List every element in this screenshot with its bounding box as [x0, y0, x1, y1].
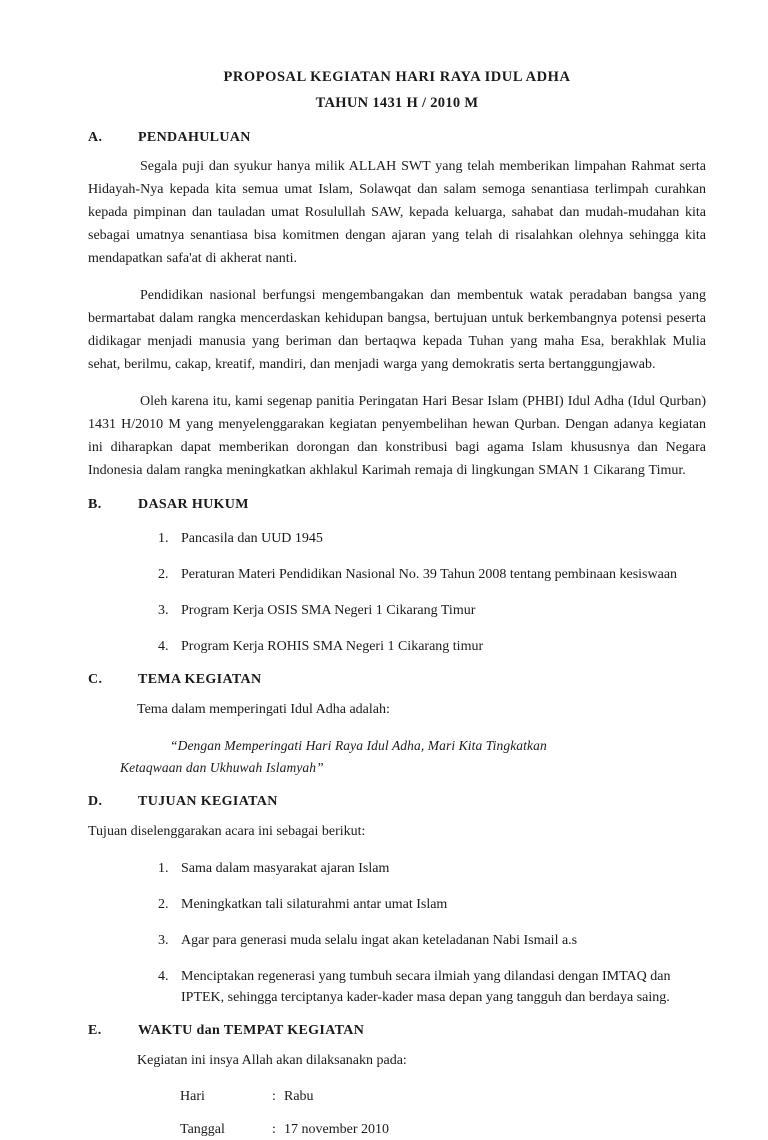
section-heading-d — [88, 794, 706, 810]
list-item-text: Peraturan Materi Pendidikan Nasional No. 39 Tahun 2008 tentang pembinaan kesiswaan — [181, 566, 678, 582]
detail-label: Tanggal — [180, 1121, 225, 1137]
section-letter-e: E. — [88, 1022, 102, 1038]
section-title-b: DASAR HUKUM — [138, 496, 249, 512]
list-item — [158, 636, 706, 657]
paragraph-e-intro: Kegiatan ini insya Allah akan dilaksanakn pada: — [137, 1052, 407, 1068]
list-item-number: 3. — [158, 602, 169, 618]
list-item — [158, 894, 706, 915]
section-letter-d: D. — [88, 793, 103, 809]
section-letter-c: C. — [88, 671, 103, 687]
section-heading-a — [88, 130, 706, 146]
section-heading-c — [88, 672, 706, 688]
list-item-text: Program Kerja OSIS SMA Negeri 1 Cikarang Timur — [181, 602, 476, 618]
paragraph-a1: Segala puji dan syukur hanya milik ALLAH SWT yang telah memberikan limpahan Rahmat serta Hidayah-Nya kepada kita semua umat Islam, Solawqat dan salam semoga senantiasa terlimpah curahkan kepada pimpinan dan tauladan umat Rosulullah SAW, kepada keluarga, sahabat dan mudah-mudahan kita sebagai umatnya senantiasa bisa komitmen dengan ajaran yang telah di risalahkan olehnya sehingga kita mendapatkan safa'at di akherat nanti. — [88, 158, 706, 266]
list-item-number: 4. — [158, 968, 169, 984]
list-item-number: 2. — [158, 896, 169, 912]
section-title-c: TEMA KEGIATAN — [138, 671, 262, 687]
section-heading-b — [88, 497, 706, 513]
section-title-e: WAKTU dan TEMPAT KEGIATAN — [138, 1022, 365, 1038]
list-item-number: 1. — [158, 530, 169, 546]
list-item-text: Pancasila dan UUD 1945 — [181, 530, 323, 546]
section-title-d: TUJUAN KEGIATAN — [138, 793, 278, 809]
list-item-text: Agar para generasi muda selalu ingat akan keteladanan Nabi Ismail a.s — [181, 932, 578, 948]
page-title: PROPOSAL KEGIATAN HARI RAYA IDUL ADHA — [223, 69, 571, 85]
waktu-detail-list — [180, 1086, 706, 1140]
detail-label: Hari — [180, 1088, 205, 1104]
list-dasar-hukum — [88, 528, 706, 657]
list-item-text: Sama dalam masyarakat ajaran Islam — [181, 860, 390, 876]
section-title-a: PENDAHULUAN — [138, 129, 251, 145]
paragraph-a3: Oleh karena itu, kami segenap panitia Peringatan Hari Besar Islam (PHBI) Idul Adha (Idul Qurban) 1431 H/2010 M yang menyelenggarakan kegiatan penyembelihan hewan Qurban. Dengan adanya kegiatan ini diharapkan dapat memberikan dorongan dan konstribusi bagi agama Islam khususnya dan Negara Indonesia dalam rangka meningkatkan akhlakul Karimah remaja di lingkungan SMAN 1 Cikarang Timur. — [88, 393, 706, 478]
paragraph-c-intro: Tema dalam memperingati Idul Adha adalah: — [137, 701, 390, 717]
section-heading-e — [88, 1023, 706, 1039]
section-letter-b: B. — [88, 496, 102, 512]
detail-row-tanggal — [180, 1119, 706, 1140]
list-item — [158, 564, 706, 585]
list-item-number: 3. — [158, 932, 169, 948]
section-letter-a: A. — [88, 129, 103, 145]
tema-quote: “Dengan Memperingati Hari Raya Idul Adha, Mari Kita Tingkatkan Ketaqwaan dan Ukhuwah Islamyah” — [120, 737, 547, 775]
title-block — [88, 66, 706, 115]
detail-separator: : — [272, 1088, 276, 1104]
page-subtitle: TAHUN 1431 H / 2010 M — [315, 95, 479, 112]
paragraph-d-intro: Tujuan diselenggarakan acara ini sebagai berikut: — [88, 823, 366, 839]
detail-separator: : — [272, 1121, 276, 1137]
list-item — [158, 966, 706, 1008]
list-item-text: Menciptakan regenerasi yang tumbuh secara ilmiah yang dilandasi dengan IMTAQ dan IPTEK, sehingga terciptanya kader-kader masa depan yang tangguh dan berdaya saing. — [181, 968, 671, 1005]
detail-row-hari — [180, 1086, 706, 1107]
list-item — [158, 930, 706, 951]
list-item-number: 4. — [158, 638, 169, 654]
list-tujuan-kegiatan — [88, 858, 706, 1008]
list-item-number: 1. — [158, 860, 169, 876]
list-item — [158, 600, 706, 621]
document-body — [88, 66, 706, 1140]
paragraph-a2: Pendidikan nasional berfungsi mengembangakan dan membentuk watak peradaban bangsa yang bermartabat dalam rangka mencerdaskan kehidupan bangsa, bertujuan untuk berkembangnya potensi peserta didikagar menjadi manusia yang beriman dan bertaqwa kepada Tuhan yang maha Esa, berakhlak Mulia sehat, berilmu, cakap, kreatif, mandiri, dan menjadi warga yang demokratis serta bertanggungjawab. — [88, 287, 706, 372]
list-item — [158, 528, 706, 549]
detail-value: 17 november 2010 — [284, 1121, 389, 1137]
detail-value: Rabu — [284, 1088, 314, 1104]
list-item-text: Meningkatkan tali silaturahmi antar umat Islam — [181, 896, 448, 912]
list-item-text: Program Kerja ROHIS SMA Negeri 1 Cikarang timur — [181, 638, 484, 654]
list-item — [158, 858, 706, 879]
list-item-number: 2. — [158, 566, 169, 582]
